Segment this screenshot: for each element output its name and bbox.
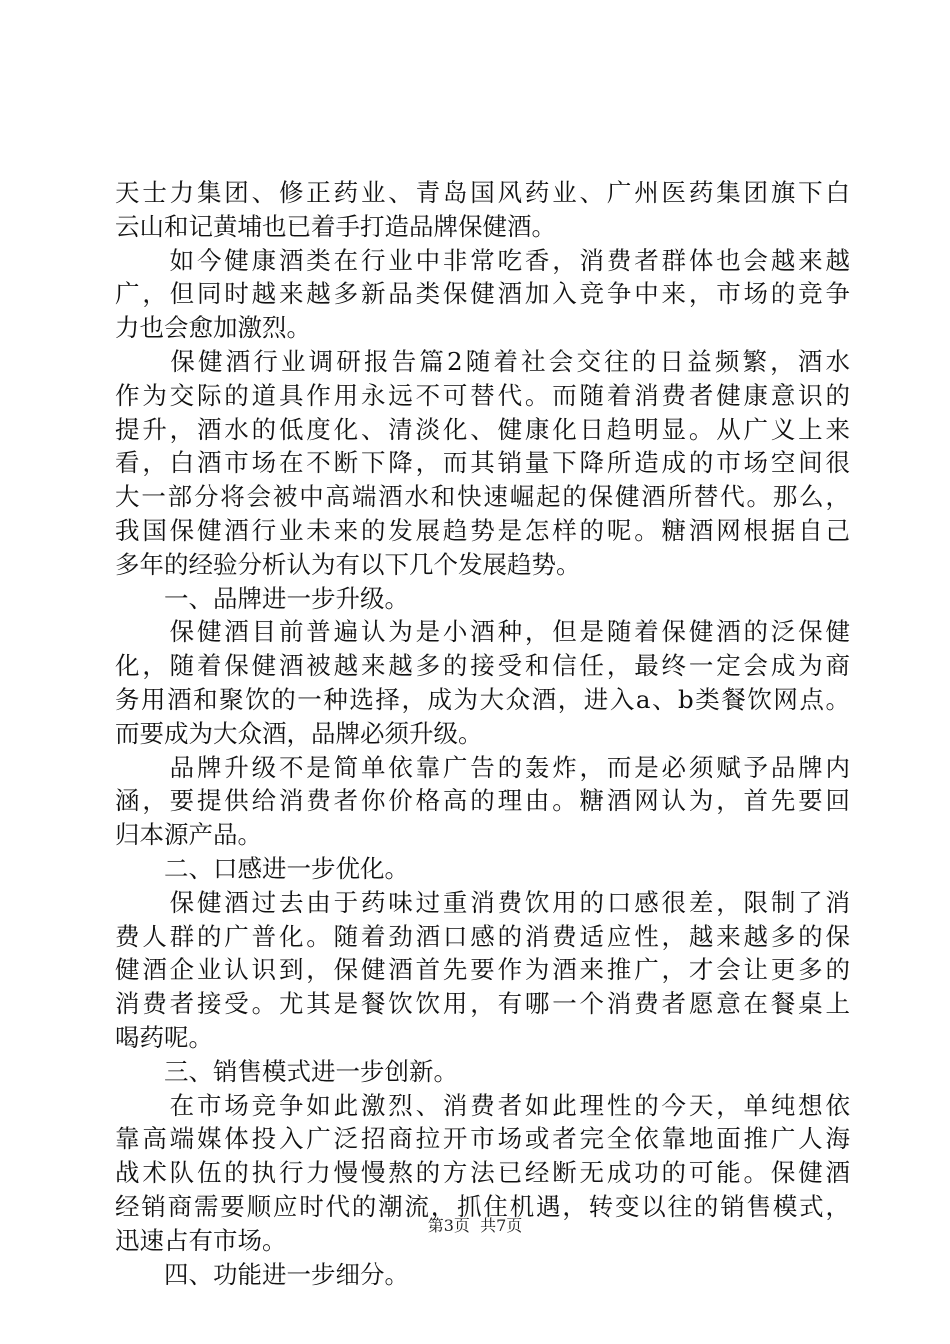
document-body [115, 176, 850, 1291]
text-line: 务用酒和聚饮的一种选择，成为大众酒，进入a、b类餐饮网点。 [115, 684, 850, 714]
page-footer: 第3页 共7页 [427, 1216, 523, 1235]
text-line: 多年的经验分析认为有以下几个发展趋势。 [115, 549, 581, 579]
text-line: 如今健康酒类在行业中非常吃香，消费者群体也会越来越 [115, 245, 850, 275]
text-line: 费人群的广普化。随着劲酒口感的消费适应性，越来越多的保 [115, 921, 850, 951]
text-line: 一、品牌进一步升级。 [115, 583, 409, 613]
text-line: 广，但同时越来越多新品类保健酒加入竞争中来，市场的竞争 [115, 279, 850, 309]
text-line: 经销商需要顺应时代的潮流，抓住机遇，转变以往的销售模式， [115, 1191, 850, 1221]
text-line: 天士力集团、修正药业、青岛国风药业、广州医药集团旗下白 [115, 178, 850, 207]
text-line: 作为交际的道具作用永远不可替代。而随着消费者健康意识的 [115, 380, 850, 410]
text-line: 归本源产品。 [115, 820, 262, 850]
text-line: 品牌升级不是简单依靠广告的轰炸，而是必须赋予品牌内 [115, 752, 850, 782]
text-line: 三、销售模式进一步创新。 [115, 1056, 458, 1086]
text-line: 靠高端媒体投入广泛招商拉开市场或者完全依靠地面推广人海 [115, 1124, 850, 1154]
text-line: 健酒企业认识到，保健酒首先要作为酒来推广，才会让更多的 [115, 955, 850, 985]
text-line: 力也会愈加激烈。 [115, 313, 311, 343]
text-line: 在市场竞争如此激烈、消费者如此理性的今天，单纯想依 [115, 1090, 850, 1120]
text-line: 战术队伍的执行力慢慢熬的方法已经断无成功的可能。保健酒 [115, 1158, 850, 1188]
text-line: 而要成为大众酒，品牌必须升级。 [115, 718, 483, 748]
text-line: 我国保健酒行业未来的发展趋势是怎样的呢。糖酒网根据自己 [115, 515, 850, 545]
text-line: 化，随着保健酒被越来越多的接受和信任，最终一定会成为商 [115, 651, 850, 681]
text-line: 保健酒目前普遍认为是小酒种，但是随着保健酒的泛保健 [115, 617, 850, 647]
text-line: 涵，要提供给消费者你价格高的理由。糖酒网认为，首先要回 [115, 786, 850, 816]
text-line: 云山和记黄埔也已着手打造品牌保健酒。 [115, 211, 556, 241]
text-line: 大一部分将会被中高端酒水和快速崛起的保健酒所替代。那么， [115, 482, 850, 512]
text-line: 提升，酒水的低度化、清淡化、健康化日趋明显。从广义上来 [115, 414, 850, 444]
text-line: 喝药呢。 [115, 1022, 213, 1052]
text-line: 保健酒过去由于药味过重消费饮用的口感很差，限制了消 [115, 887, 850, 917]
text-line: 看，白酒市场在不断下降，而其销量下降所造成的市场空间很 [115, 448, 850, 478]
text-line: 迅速占有市场。 [115, 1225, 287, 1255]
text-line: 四、功能进一步细分。 [115, 1259, 409, 1289]
text-line: 保健酒行业调研报告篇2随着社会交往的日益频繁，酒水 [115, 346, 850, 376]
text-line: 消费者接受。尤其是餐饮饮用，有哪一个消费者愿意在餐桌上 [115, 989, 850, 1019]
text-line: 二、口感进一步优化。 [115, 853, 409, 883]
